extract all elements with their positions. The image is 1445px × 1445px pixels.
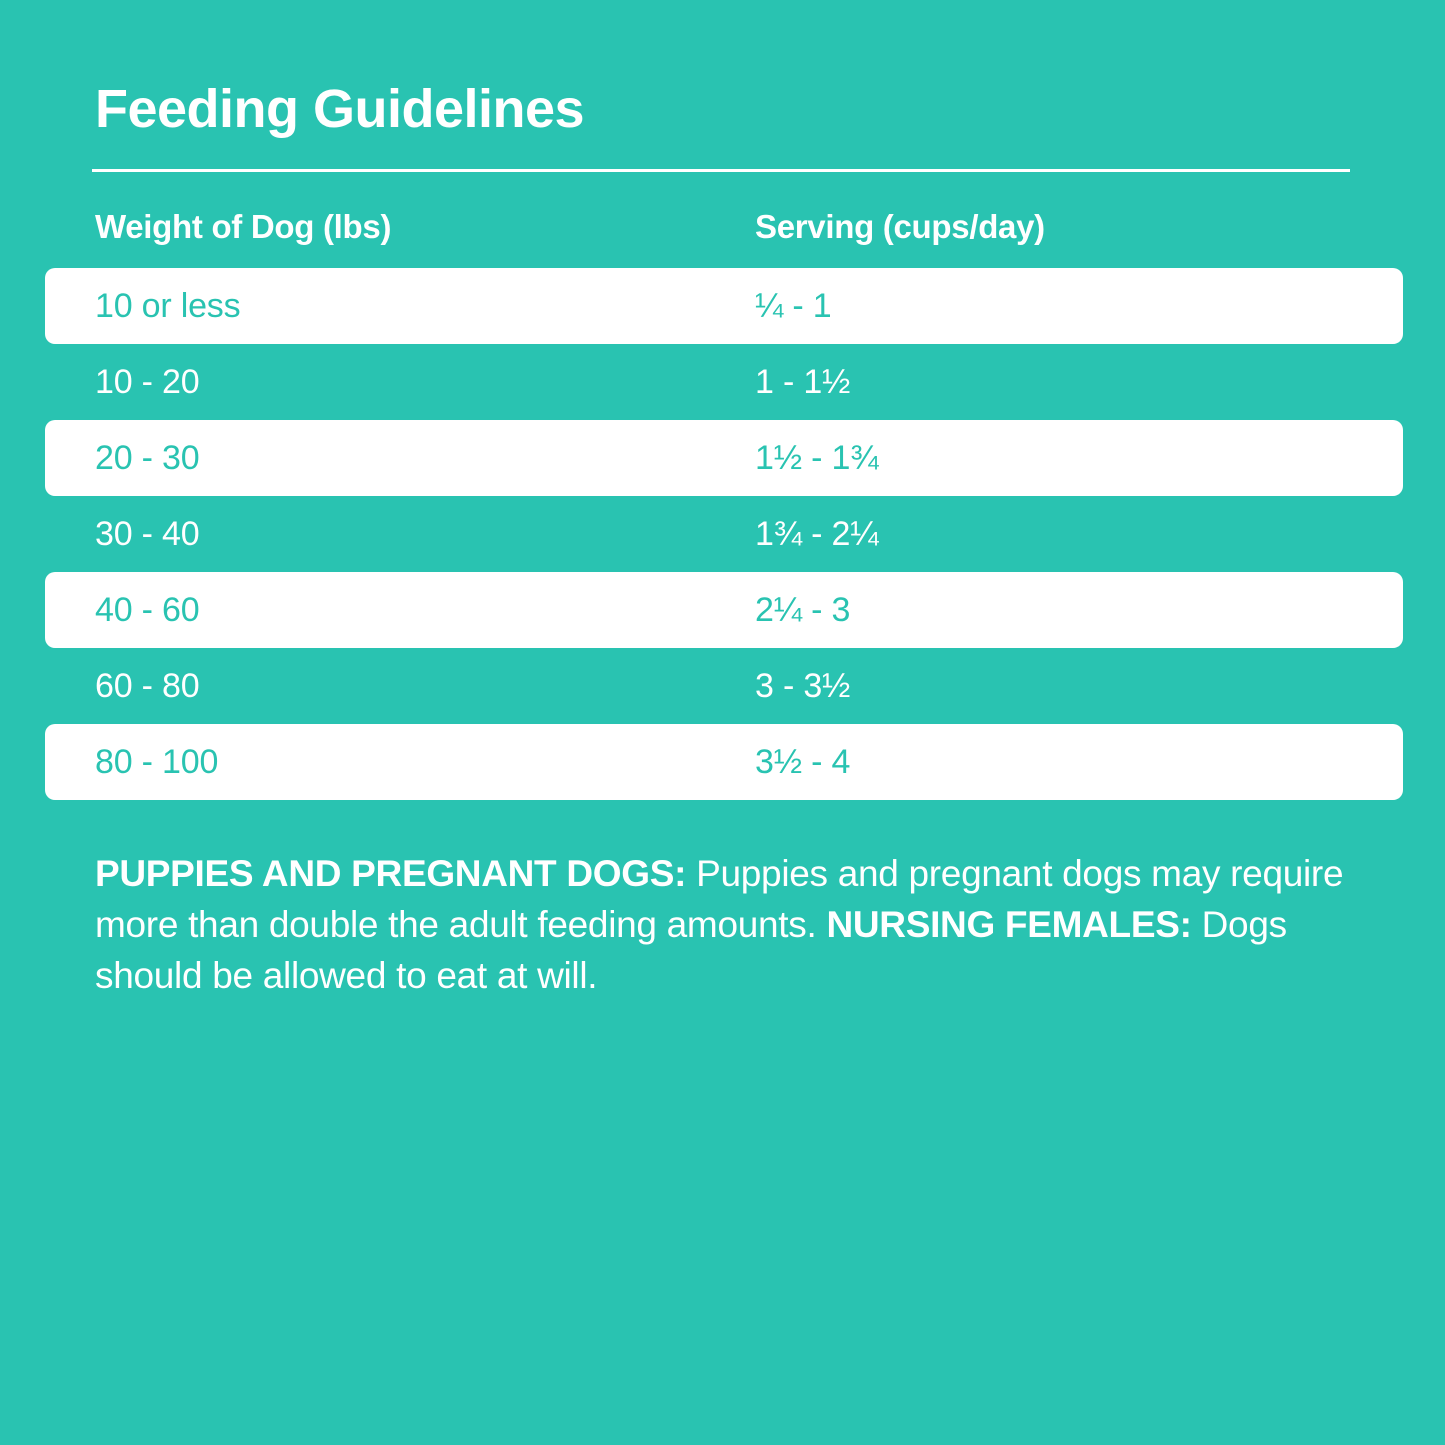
note-label-nursing: NURSING FEMALES:: [826, 904, 1192, 946]
cell-serving: 3 - 3½: [755, 666, 851, 705]
table-row: [45, 572, 1403, 648]
cell-serving: 1¾ - 2¼: [755, 514, 879, 553]
note-text-puppies: Puppies and pregnant dogs may require more than double the adult feeding amounts.: [95, 853, 1344, 946]
feeding-table: [45, 268, 1403, 800]
table-row: [45, 496, 1403, 572]
feeding-note: [95, 848, 1370, 1001]
cell-serving: 2¼ - 3: [755, 590, 851, 629]
column-header-weight: Weight of Dog (lbs): [95, 208, 392, 246]
column-header-serving: Serving (cups/day): [755, 208, 1045, 246]
cell-serving: 3½ - 4: [755, 742, 851, 781]
table-row: [45, 344, 1403, 420]
note-label-puppies: PUPPIES AND PREGNANT DOGS:: [95, 853, 687, 895]
table-row: [45, 420, 1403, 496]
cell-weight: 30 - 40: [95, 514, 200, 553]
table-header-row: [92, 208, 1353, 246]
title-divider: [92, 169, 1350, 172]
cell-weight: 80 - 100: [95, 742, 219, 781]
table-row: [45, 648, 1403, 724]
cell-weight: 10 - 20: [95, 362, 200, 401]
cell-weight: 10 or less: [95, 286, 241, 325]
cell-weight: 20 - 30: [95, 438, 200, 477]
page-title: Feeding Guidelines: [95, 79, 585, 139]
cell-serving: 1½ - 1¾: [755, 438, 879, 477]
cell-weight: 40 - 60: [95, 590, 200, 629]
table-row: [45, 724, 1403, 800]
cell-serving: ¼ - 1: [755, 286, 832, 325]
cell-weight: 60 - 80: [95, 666, 200, 705]
note-text-nursing: Dogs should be allowed to eat at will.: [95, 904, 1287, 997]
table-row: [45, 268, 1403, 344]
cell-serving: 1 - 1½: [755, 362, 851, 401]
